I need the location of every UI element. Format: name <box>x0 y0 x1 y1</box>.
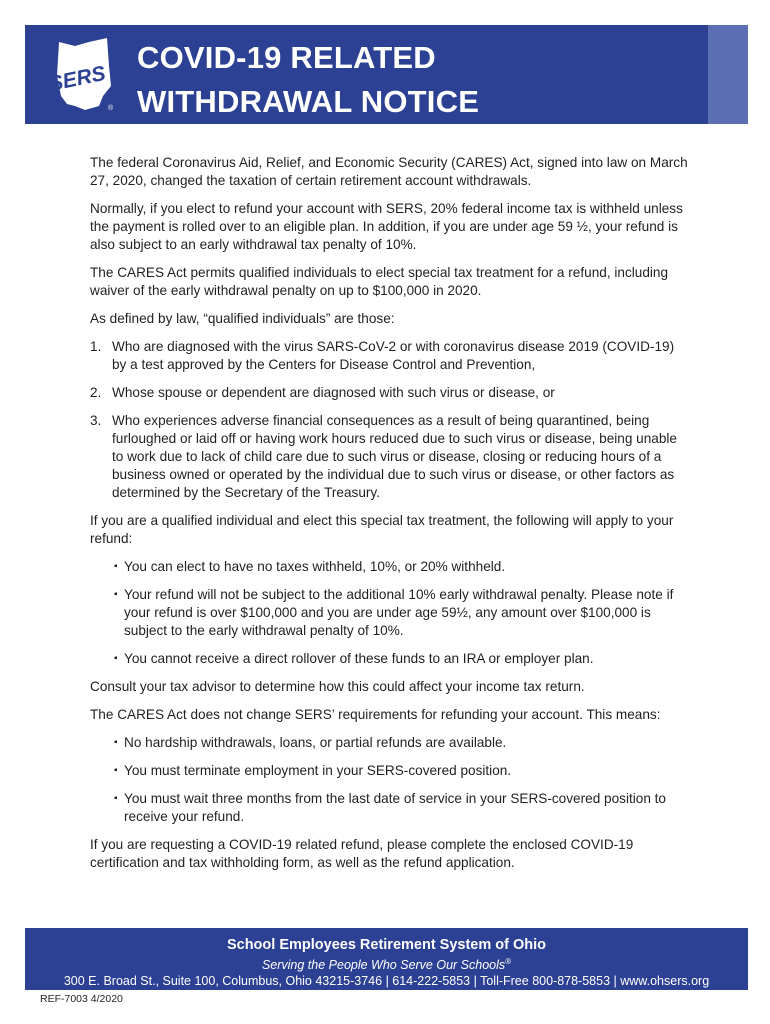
list-number: 1. <box>90 339 102 354</box>
footer-contact: 300 E. Broad St., Suite 100, Columbus, Ohio 43215-3746 | 614-222-5853 | Toll-Free 800-878-5853 | www.ohsers.org <box>63 974 710 989</box>
tagline-registered-mark: ® <box>505 957 512 966</box>
form-reference-code: REF-7003 4/2020 <box>40 993 123 1005</box>
title-line-1: COVID-19 RELATED <box>137 40 436 75</box>
sers-ohio-logo <box>45 36 123 116</box>
title-line-2: WITHDRAWAL NOTICE <box>137 84 480 119</box>
list-item-text: You can elect to have no taxes withheld, 10%, or 20% withheld. <box>124 559 506 574</box>
paragraph-requesting-refund: If you are requesting a COVID-19 related refund, please complete the enclosed COVID-19 certification and tax withholding form, as well as the refund application. <box>90 837 634 870</box>
list-number: 3. <box>90 413 102 428</box>
paragraph-sers-requirements: The CARES Act does not change SERS’ requirements for refunding your account. This means: <box>90 707 661 722</box>
page-title <box>137 36 697 124</box>
list-item <box>114 650 690 668</box>
logo-text: SERS <box>46 61 108 97</box>
list-item <box>114 558 690 576</box>
list-item <box>90 412 690 502</box>
notice-body <box>90 154 690 882</box>
paragraph-normal-withholding: Normally, if you elect to refund your account with SERS, 20% federal income tax is withheld unless the payment is rolled over to an eligible plan. In addition, if you are under age 59 ½, your refund is also subject to an early withdrawal tax penalty of 10%. <box>90 201 683 252</box>
list-item <box>90 338 690 374</box>
qualified-individuals-list <box>90 338 690 502</box>
bullet-icon: ▪ <box>114 793 118 804</box>
list-item <box>114 762 690 780</box>
list-item <box>114 586 690 640</box>
list-item-text: You must wait three months from the last date of service in your SERS-covered position to receive your refund. <box>124 791 666 824</box>
bullet-icon: ▪ <box>114 737 118 748</box>
list-item-text: Who are diagnosed with the virus SARS-CoV-2 or with coronavirus disease 2019 (COVID-19) by a test approved by the Centers for Disease Control and Prevention, <box>112 339 675 372</box>
requirements-list <box>114 734 690 826</box>
list-item-text: You cannot receive a direct rollover of these funds to an IRA or employer plan. <box>124 651 594 666</box>
paragraph-qualified-definition: As defined by law, “qualified individuals” are those: <box>90 311 395 326</box>
bullet-icon: ▪ <box>114 765 118 776</box>
list-item-text: You must terminate employment in your SERS-covered position. <box>124 763 512 778</box>
paragraph-consult-advisor: Consult your tax advisor to determine how this could affect your income tax return. <box>90 679 585 694</box>
list-item-text: Who experiences adverse financial consequences as a result of being quarantined, being furloughed or laid off or having work hours reduced due to such virus or disease, being unable to work due to lack of child care due to such virus or disease, closing or reducing hours of a business owned or operated by the individual due to such virus or disease, or other factors as determined by the Secretary of the Treasury. <box>112 413 677 500</box>
paragraph-cares-permits: The CARES Act permits qualified individuals to elect special tax treatment for a refund, including waiver of the early withdrawal penalty on up to $100,000 in 2020. <box>90 265 669 298</box>
header-accent-stripe <box>708 25 748 124</box>
registered-mark: ® <box>108 105 114 112</box>
list-item <box>114 790 690 826</box>
footer-organization: School Employees Retirement System of Ohio <box>226 937 547 953</box>
footer-band <box>25 928 748 990</box>
list-item-text: Whose spouse or dependent are diagnosed with such virus or disease, or <box>112 385 555 400</box>
list-item-text: Your refund will not be subject to the additional 10% early withdrawal penalty. Please note if your refund is over $100,000 and you are under age 59½, any amount over $100,000 is subject to the early withdrawal penalty of 10%. <box>124 587 674 638</box>
footer-tagline <box>25 954 748 973</box>
paragraph-intro: The federal Coronavirus Aid, Relief, and Economic Security (CARES) Act, signed into law on March 27, 2020, changed the taxation of certain retirement account withdrawals. <box>90 155 688 188</box>
bullet-icon: ▪ <box>114 589 118 600</box>
list-item-text: No hardship withdrawals, loans, or partial refunds are available. <box>124 735 507 750</box>
bullet-icon: ▪ <box>114 561 118 572</box>
bullet-icon: ▪ <box>114 653 118 664</box>
list-item <box>90 384 690 402</box>
refund-effects-list <box>114 558 690 668</box>
list-number: 2. <box>90 385 102 400</box>
paragraph-special-treatment: If you are a qualified individual and elect this special tax treatment, the following will apply to your refund: <box>90 513 674 546</box>
tagline-text: Serving the People Who Serve Our Schools <box>261 958 506 973</box>
list-item <box>114 734 690 752</box>
